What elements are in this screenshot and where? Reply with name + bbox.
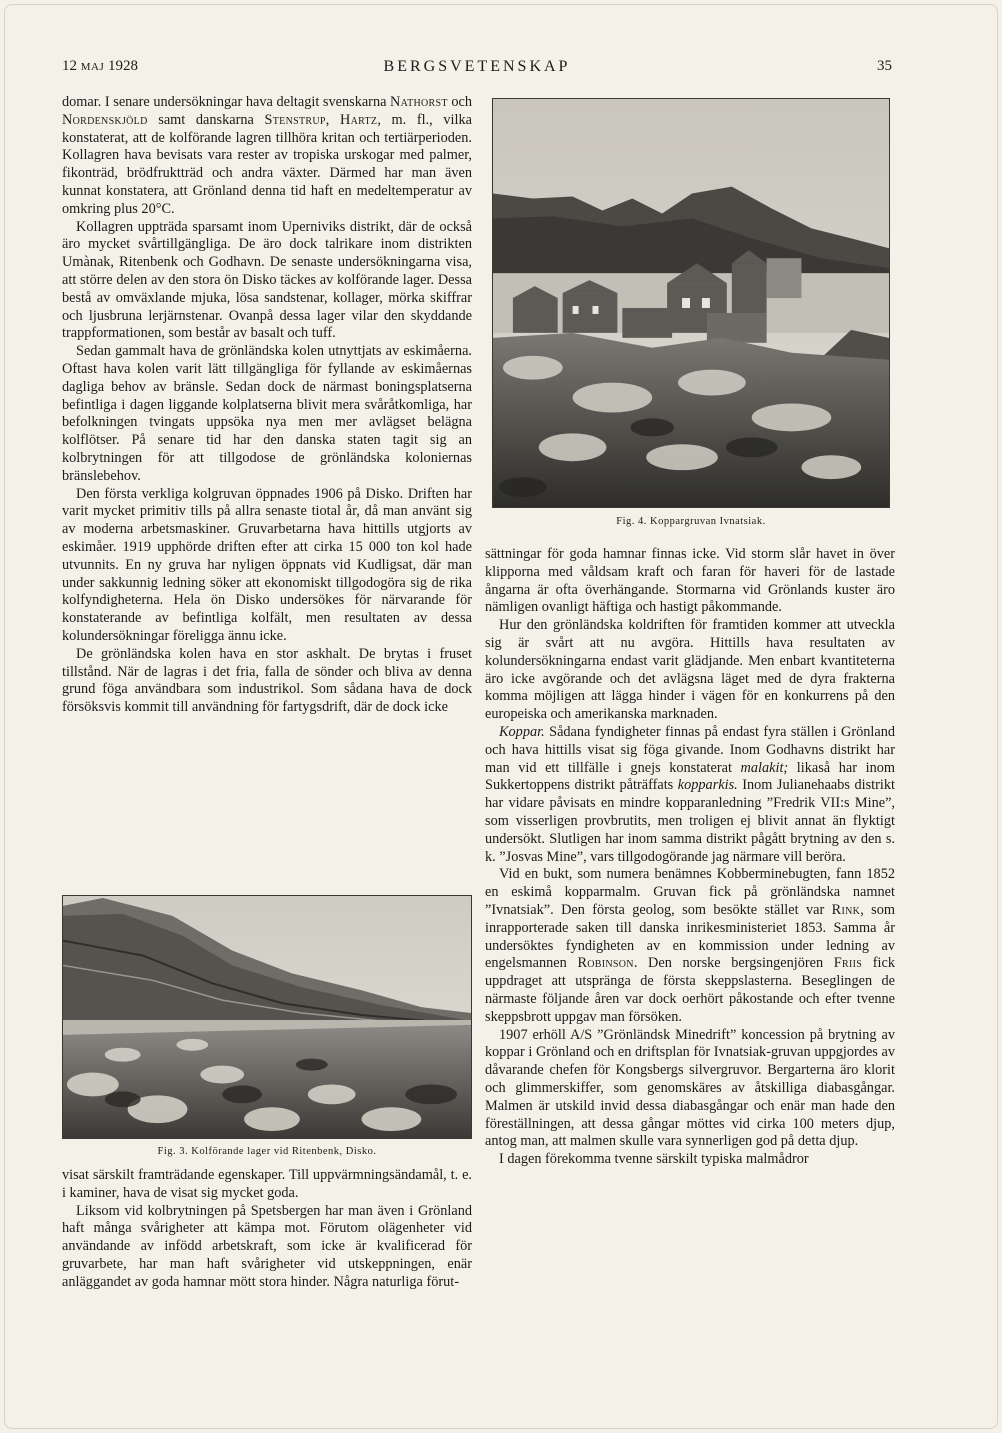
right-column (485, 546, 895, 1169)
figure-3-caption: Fig. 3. Kolförande lager vid Ritenbenk, Disko. (157, 1146, 377, 1157)
paragraph (62, 94, 472, 219)
date-year: 1928 (108, 58, 139, 74)
text-run: , m. fl., vilka konstaterat, att de kolförande lagren tillhöra kritan och tertiärperioden. Kollagren hava bevisats vara rester av tropiska urskogar med palmer, fikonträd, brödfruktträd och andra växter. Därmed har man även kunnat konstatera, att Grönland denna tid haft en medeltemperatur av omkring plus 20°C. (62, 111, 472, 217)
left-column-top (62, 94, 472, 717)
photo-copper-mine (492, 98, 890, 508)
person-name: Nordenskjöld (62, 111, 148, 128)
paragraph (485, 866, 895, 1026)
paragraph: I dagen förekomma tvenne särskilt typiska malmådror (499, 1151, 809, 1168)
person-name: Rink (831, 901, 861, 918)
paragraph: Liksom vid kolbrytningen på Spetsbergen har man även i Grönland haft många svårigheter att kämpa mot. Förutom olägenheter vid användande av infödd arbetskraft, som icke är kvalificerad för gruvarbete, har man haft svårigheter vid utskeppningen, enär anläggandet av goda hamnar mött stora hinder. Några naturliga förut- (62, 1202, 472, 1290)
date-day: 12 (62, 58, 77, 74)
mineral-term: kopparkis. (677, 777, 738, 794)
text-run: Sådana fyndigheter finnas på endast fyra ställen i Grönland och hava hittills visat sig föga givande. Inom Godhavns distrikt har man vid ett tillfälle i gnejs konstaterat (485, 723, 895, 776)
journal-title: BERGSVETENSKAP (383, 58, 571, 75)
page-number: 35 (877, 58, 892, 74)
figure-4-caption: Fig. 4. Koppargruvan Ivnatsiak. (616, 516, 766, 527)
paragraph (485, 724, 895, 866)
person-name: Nathorst (390, 94, 448, 110)
mineral-term: malakit; (740, 759, 789, 776)
paragraph: 1907 erhöll A/S ”Grönländsk Minedrift” koncession på brytning av koppar i Grönland och en driftsplan för Ivnatsiak-gruvan uppgjordes av dåvarande chefen för Kongsbergs silvergruvor. Bergarterna äro klorit och glimmerskiffer, som genomskäres av åtskilliga diabasgångar. Malmen är utskild invid dessa diabasgångar och enär man hade den föreställningen, att dessa gångar möttes vid cirka 100 meters djup, antog man, att malmen skulle vara synnerligen god på detta djup. (485, 1026, 895, 1150)
person-name: Robinson (577, 955, 634, 972)
text-run: Vid en bukt, som numera benämnes Kobberminebugten, fann 1852 en eskimå kopparmalm. Gruvan fick på grönländska namnet ”Ivnatsiak”. Den första geolog, som besökte stället var (485, 866, 895, 918)
figure-3-photo (62, 895, 472, 1139)
text-run: . Den norske bergsingenjören (633, 955, 834, 972)
text-run: domar. I senare undersökningar hava deltagit svenskarna (62, 94, 391, 110)
person-name: Hartz (339, 111, 378, 128)
paragraph: Den första verkliga kolgruvan öppnades 1906 på Disko. Driften har varit mycket primitiv tills på allra senaste tiotal år, då man använt sig av moderna arbetsmaskiner. Gruvarbetarna hava hittills utgjorts av eskimåer. 1919 upphörde driften efter att cirka 15 000 ton kol hade utvunnits. En ny gruva har nyligen öppnats vid Kudligsat, där man under sakkunnig ledning söker att ekonomiskt tillgodogöra sig de rika kolfyndigheterna. Hela ön Disko undersökes för närvarande för konstaterande av befintliga kolfält, men resultaten av dessa kolundersökningar föreligga ännu icke. (62, 485, 472, 644)
text-run: likaså har inom Sukkertoppens distrikt påträffats (485, 759, 895, 794)
paragraph: visat särskilt framträdande egenskaper. Till uppvärmningsändamål, t. e. i kaminer, hava de visat sig mycket goda. (62, 1167, 472, 1201)
text-run: samt danskarna (147, 111, 265, 128)
section-lead: Koppar. (499, 723, 545, 740)
photo-illustration (493, 99, 889, 507)
paragraph: Sedan gammalt hava de grönländska kolen utnyttjats av eskimåerna. Oftast hava kolen varit lätt tillgängliga för fyllande av eskimåernas dagliga behov av bränsle. Sedan dock de närmast boningsplatserna befintliga i dagen liggande kolplatserna blivit mera svåråtkomliga, har befolkningen tvingats uppsöka nya men mer avlägset belägna kolflötser. På senare tid har den danska staten tagit sig an kolbrytningen för att tillgodose de grönländska koloniernas bränslebehov. (62, 343, 472, 484)
figure-4-photo (492, 98, 890, 508)
photo-coal-layers (62, 895, 472, 1139)
date-month: MAJ (80, 61, 105, 73)
person-name: Friis (833, 955, 863, 972)
paragraph: Hur den grönländska koldriften för framtiden kommer att utveckla sig är svårt att nu avgöra. Hittills hava resultaten av kolundersökningarna endast varit glädjande. Men enbart kvantiteterna äro icke avgörande och det avlägsna läget med de dyra frakterna komma möjligen att lägga hinder i vägen för en konkurrens på den europeiska och amerikanska marknaden. (485, 617, 895, 723)
text-run: , som inrapporterade saken till danska inrikesministeriet 1853. Samma år undersöktes fyndigheten av en kommission under ledning av engelsmannen (485, 901, 895, 972)
paragraph: Kollagren uppträda sparsamt inom Uperniviks distrikt, där de också äro mycket svårtillgängliga. De äro dock talrikare inom distrikten Umànak, Ritenbenk och Godhavn. De senaste undersökningarna visa, att större delen av den stora ön Disko täckes av kolförande lager. Dessa bestå av omväxlande mjuka, lösa sandstenar, kollager, mörka skiffrar och ljusbruna lerjärnstenar. Ovanpå dessa lager vilar den skyddande trappformationen, som består av basalt och tuff. (62, 218, 472, 342)
text-run: fick uppdraget att utspränga de första skeppslasterna. Beseglingen de närmaste följande åren var dock oerhört påkostande och efter tvenne skeppsbrott uppgav man försöken. (485, 955, 895, 1025)
paragraph: sättningar för goda hamnar finnas icke. Vid storm slår havet in över klipporna med våldsam kraft och faran för haveri för de lastade ångarna är ofta överhängande. Stormarna vid Grönlands kuster äro nämligen ovanligt häftiga och hastigt påkommande. (485, 546, 895, 616)
photo-illustration (63, 896, 471, 1138)
person-name: Stenstrup (264, 111, 326, 128)
left-column-bottom (62, 1167, 472, 1292)
text-run: Inom Julianehaabs distrikt har vidare påvisats en mindre kopparanledning ”Fredrik VII:s Mine”, som visserligen provbrutits, men troligen ej blivit annat än flyktigt undersökt. Slutligen har inom samma distrikt pågått brytning av den s. k. ”Josvas Mine”, vars tillgodogörande jag närmare vill beröra. (485, 777, 895, 865)
text-run: , (325, 111, 340, 128)
paragraph: De grönländska kolen hava en stor askhalt. De brytas i fruset tillstånd. När de lagras i det fria, falla de sönder och bliva av denna grund föga användbara som industrikol. Som sådana hava de dock försöksvis kommit till användning för fartygsdrift, där de dock icke (62, 645, 472, 716)
page-header (62, 58, 892, 82)
text-run: och (447, 94, 472, 110)
